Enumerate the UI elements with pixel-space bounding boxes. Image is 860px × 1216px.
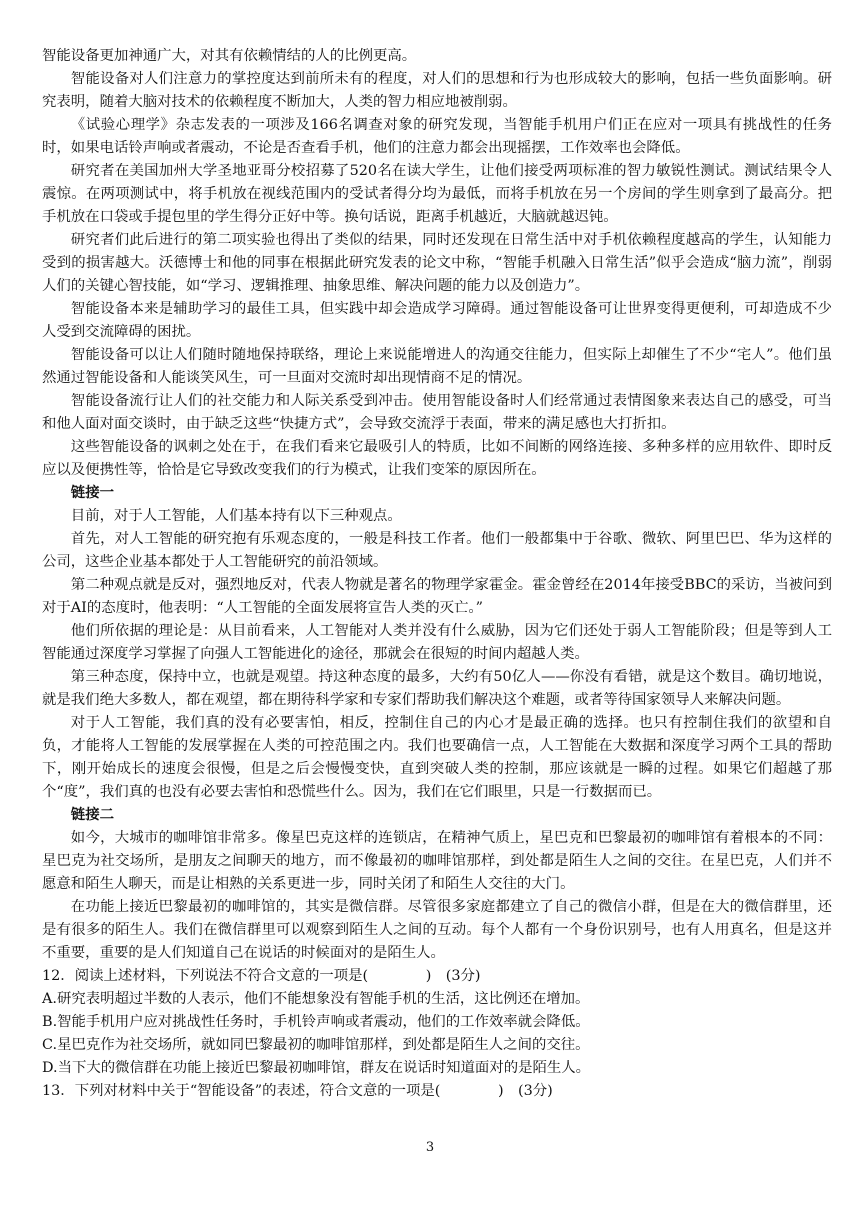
paragraph: 研究者们此后进行的第二项实验也得出了类似的结果，同时还发现在日常生活中对手机依赖程度越高的学生，认知能力受到的损害越大。沃德博士和他的同事在根据此研究发表的论文中称，“智能手机融入日常生活”似乎会造成“脑力流”，削弱人们的关键心智技能，如“学习、逻辑推理、抽象思维、解决问题的能力以及创造力”。 [42, 232, 832, 294]
section-heading-link2: 链接二 [70, 807, 114, 823]
paragraph: 《试验心理学》杂志发表的一项涉及166名调查对象的研究发现，当智能手机用户们正在应对一项具有挑战性的任务时，如果电话铃声响或者震动，不论是否查看手机，他们的注意力都会出现摇摆，工作效率也会降低。 [42, 117, 832, 156]
paragraph: 研究者在美国加州大学圣地亚哥分校招募了520名在读大学生，让他们接受两项标准的智力敏锐性测试。测试结果令人震惊。在两项测试中，将手机放在视线范围内的受试者得分均为最低，而将手机放在另一个房间的学生则拿到了最高分。把手机放在口袋或手提包里的学生得分正好中等。换句话说，距离手机越近，大脑就越迟钝。 [42, 163, 832, 225]
paragraph: 如今，大城市的咖啡馆非常多。像星巴克这样的连锁店，在精神气质上，星巴克和巴黎最初的咖啡馆有着根本的不同：星巴克为社交场所，是朋友之间聊天的地方，而不像最初的咖啡馆那样，到处都是陌生人之间的交往。在星巴克，人们并不愿意和陌生人聊天，而是让相熟的关系更进一步，同时关闭了和陌生人交往的大门。 [42, 830, 832, 892]
question-12-option-b: B.智能手机用户应对挑战性任务时，手机铃声响或者震动，他们的工作效率就会降低。 [42, 1014, 590, 1030]
paragraph: 智能设备本来是辅助学习的最佳工具，但实践中却会造成学习障碍。通过智能设备可让世界变得更便利，可却造成不少人受到交流障碍的困扰。 [42, 301, 832, 340]
paragraph: 第三种态度，保持中立，也就是观望。持这种态度的最多，大约有50亿人——你没有看错，就是这个数目。确切地说，就是我们绝大多数人，都在观望，都在期待科学家和专家们帮助我们解决这个难题，或者等待国家领导人来解决问题。 [42, 669, 832, 708]
paragraph: 智能设备流行让人们的社交能力和人际关系受到冲击。使用智能设备时人们经常通过表情图象来表达自己的感受，可当和他人面对面交谈时，由于缺乏这些“快捷方式”，会导致交流浮于表面，带来的满足感也大打折扣。 [42, 393, 832, 432]
paragraph: 首先，对人工智能的研究抱有乐观态度的，一般是科技工作者。他们一般都集中于谷歌、微软、阿里巴巴、华为这样的公司，这些企业基本都处于人工智能研究的前沿领域。 [42, 531, 832, 570]
paragraph: 智能设备更加神通广大，对其有依赖情结的人的比例更高。 [42, 48, 417, 64]
paragraph: 智能设备可以让人们随时随地保持联络，理论上来说能增进人的沟通交往能力，但实际上却催生了不少“宅人”。他们虽然通过智能设备和人能谈笑风生，可一旦面对交流时却出现情商不足的情况。 [42, 347, 832, 386]
question-12-option-c: C.星巴克作为社交场所，就如同巴黎最初的咖啡馆那样，到处都是陌生人之间的交往。 [42, 1037, 590, 1053]
paragraph: 他们所依据的理论是：从目前看来，人工智能对人类并没有什么威胁，因为它们还处于弱人工智能阶段；但是等到人工智能通过深度学习掌握了向强人工智能进化的途径，那就会在很短的时间内超越人类。 [42, 623, 832, 662]
section-heading-link1: 链接一 [70, 485, 114, 501]
question-13-stem: 13．下列对材料中关于“智能设备”的表述，符合文意的一项是( ) (3分) [42, 1083, 553, 1099]
paragraph: 对于人工智能，我们真的没有必要害怕，相反，控制住自己的内心才是最正确的选择。也只有控制住我们的欲望和自负，才能将人工智能的发展掌握在人类的可控范围之内。我们也要确信一点，人工智能在大数据和深度学习两个工具的帮助下，刚开始成长的速度会很慢，但是之后会慢慢变快，直到突破人类的控制，那应该就是一瞬的过程。如果它们超越了那个“度”，我们真的也没有必要去害怕和恐慌些什么。因为，我们在它们眼里，只是一行数据而已。 [42, 715, 832, 800]
document-page [42, 45, 832, 1103]
paragraph: 在功能上接近巴黎最初的咖啡馆的，其实是微信群。尽管很多家庭都建立了自己的微信小群，但是在大的微信群里，还是有很多的陌生人。我们在微信群里可以观察到陌生人之间的互动。每个人都有一个身份识别号，也有人用真名，但是这并不重要，重要的是人们知道自己在说话的时候面对的是陌生人。 [42, 899, 832, 961]
paragraph: 目前，对于人工智能，人们基本持有以下三种观点。 [70, 508, 402, 524]
question-12-option-d: D.当下大的微信群在功能上接近巴黎最初咖啡馆，群友在说话时知道面对的是陌生人。 [42, 1060, 591, 1076]
page-number: 3 [425, 1140, 435, 1155]
question-12-stem: 12．阅读上述材料，下列说法不符合文意的一项是( ) (3分) [42, 968, 481, 984]
paragraph: 第二种观点就是反对，强烈地反对，代表人物就是著名的物理学家霍金。霍金曾经在2014年接受BBC的采访，当被问到对于AI的态度时，他表明：“人工智能的全面发展将宣告人类的灭亡。” [42, 577, 832, 616]
paragraph: 智能设备对人们注意力的掌控度达到前所未有的程度，对人们的思想和行为也形成较大的影响，包括一些负面影响。研究表明，随着大脑对技术的依赖程度不断加大，人类的智力相应地被削弱。 [42, 71, 832, 110]
question-12-option-a: A.研究表明超过半数的人表示，他们不能想象没有智能手机的生活，这比例还在增加。 [42, 991, 590, 1007]
paragraph: 这些智能设备的讽刺之处在于，在我们看来它最吸引人的特质，比如不间断的网络连接、多种多样的应用软件、即时反应以及便携性等，恰恰是它导致改变我们的行为模式，让我们变笨的原因所在。 [42, 439, 832, 478]
